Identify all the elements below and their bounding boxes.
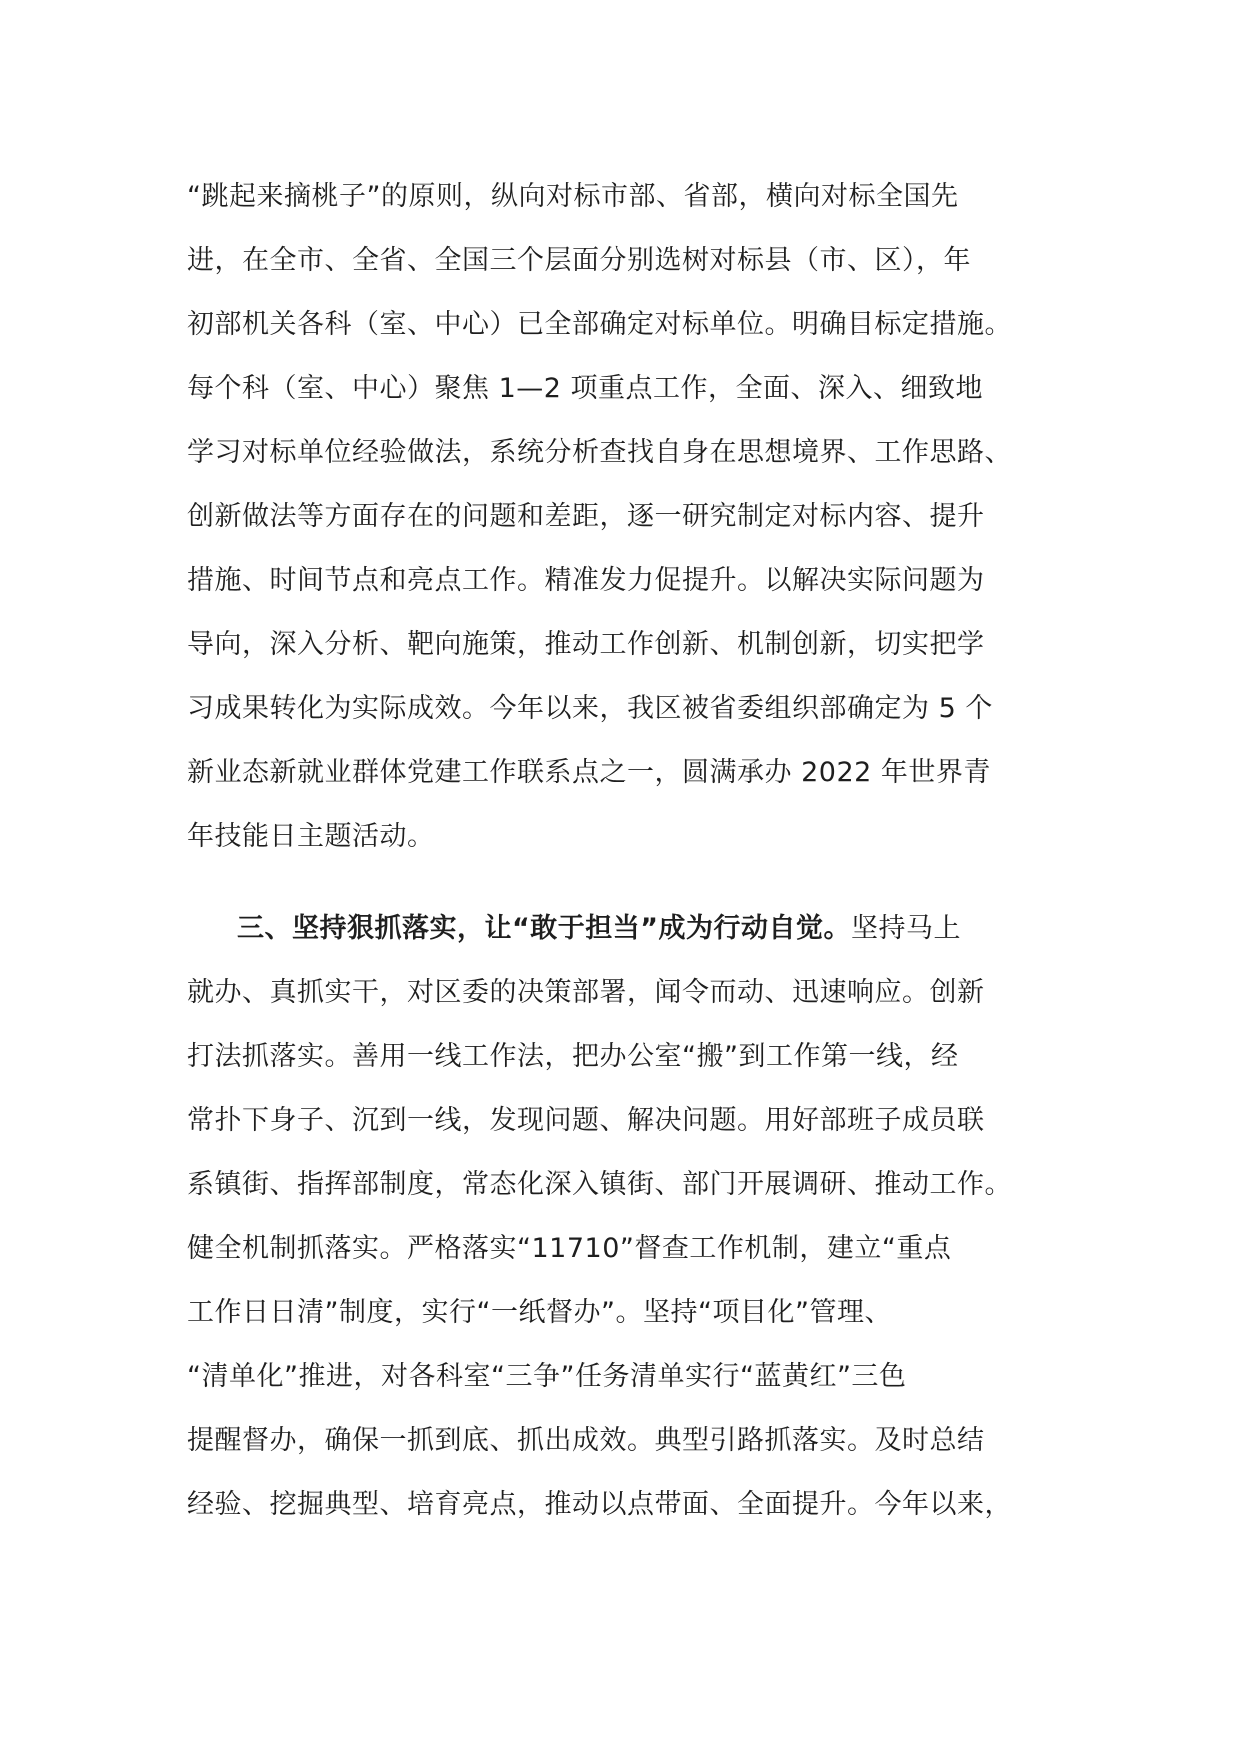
text-line: 就办、真抓实干，对区委的决策部署，闻令而动、迅速响应。创新 xyxy=(187,977,985,1008)
text-line: 新业态新就业群体党建工作联系点之一，圆满承办 2022 年世界青 xyxy=(187,757,991,788)
text-line: 学习对标单位经验做法，系统分析查找自身在思想境界、工作思路、 xyxy=(187,437,1012,468)
text-line: 导向，深入分析、靶向施策，推动工作创新、机制创新，切实把学 xyxy=(187,629,985,660)
text-line: 年技能日主题活动。 xyxy=(187,821,435,852)
text-line: 措施、时间节点和亮点工作。精准发力促提升。以解决实际问题为 xyxy=(187,565,985,596)
text-line: 初部机关各科（室、中心）已全部确定对标单位。明确目标定措施。 xyxy=(187,309,1012,340)
text-line: 每个科（室、中心）聚焦 1—2 项重点工作，全面、深入、细致地 xyxy=(187,373,984,404)
paragraph-1 xyxy=(187,165,1047,869)
text-line: 创新做法等方面存在的问题和差距，逐一研究制定对标内容、提升 xyxy=(187,501,985,532)
text-line: 健全机制抓落实。严格落实“11710”督查工作机制，建立“重点 xyxy=(187,1233,952,1264)
text-line: 打法抓落实。善用一线工作法，把办公室“搬”到工作第一线，经 xyxy=(187,1041,959,1072)
section-heading: 三、坚持狠抓落实，让“敢于担当”成为行动自觉。 xyxy=(237,913,851,944)
text-line: 进，在全市、全省、全国三个层面分别选树对标县（市、区），年 xyxy=(187,245,971,276)
text-line: “清单化”推进，对各科室“三争”任务清单实行“蓝黄红”三色 xyxy=(187,1361,907,1392)
paragraph-2 xyxy=(187,897,1047,1537)
text-line: 提醒督办，确保一抓到底、抓出成效。典型引路抓落实。及时总结 xyxy=(187,1425,985,1456)
text-line: 习成果转化为实际成效。今年以来，我区被省委组织部确定为 5 个 xyxy=(187,693,993,724)
text-line: “跳起来摘桃子”的原则，纵向对标市部、省部，横向对标全国先 xyxy=(187,181,959,212)
text-line: 常扑下身子、沉到一线，发现问题、解决问题。用好部班子成员联 xyxy=(187,1105,985,1136)
text-line xyxy=(187,897,1047,961)
heading-line-continuation: 坚持马上 xyxy=(851,913,961,944)
text-line: 经验、挖掘典型、培育亮点，推动以点带面、全面提升。今年以来， xyxy=(187,1489,1012,1520)
text-line: 系镇街、指挥部制度，常态化深入镇街、部门开展调研、推动工作。 xyxy=(187,1169,1012,1200)
text-line: 工作日日清”制度，实行“一纸督办”。坚持“项目化”管理、 xyxy=(187,1297,892,1328)
